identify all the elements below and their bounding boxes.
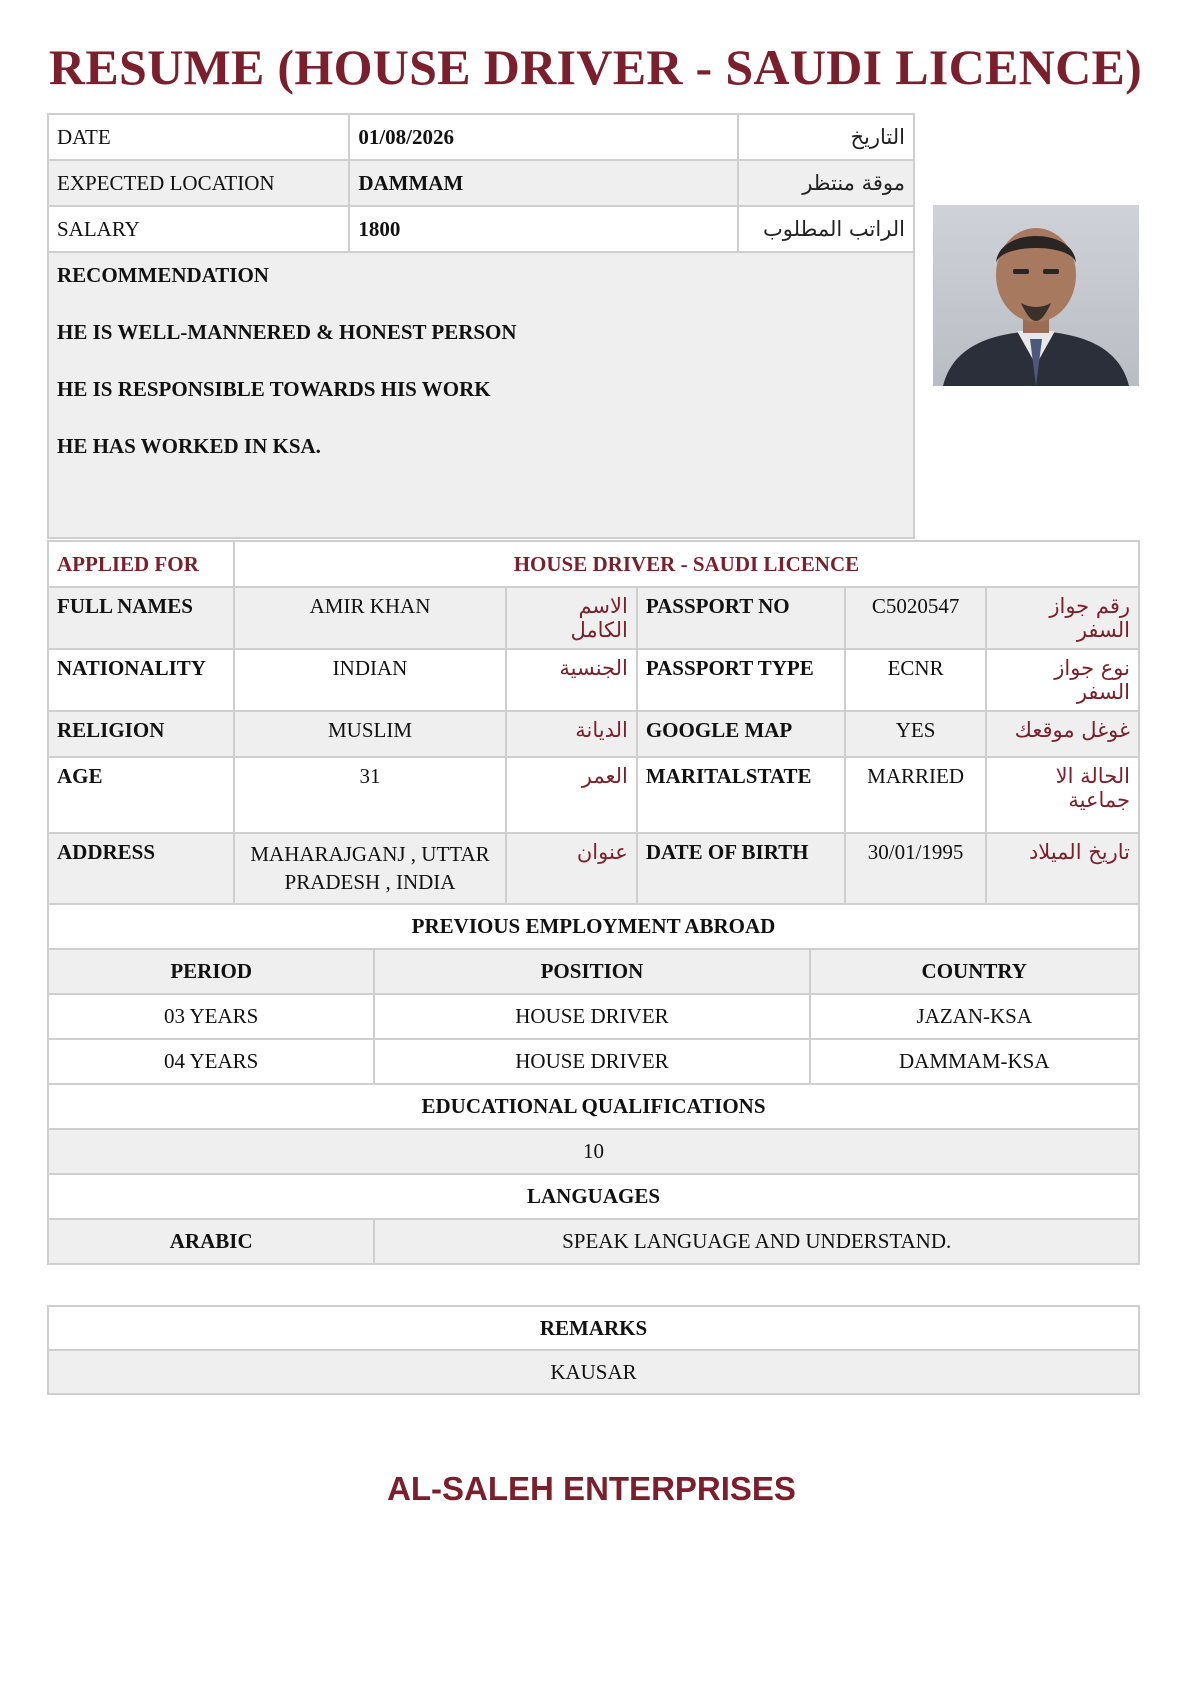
google-map-label-ar: غوغل موقعك xyxy=(986,711,1139,757)
recommendation-line: HE IS RESPONSIBLE TOWARDS HIS WORK xyxy=(57,377,491,401)
marital-state-value: MARRIED xyxy=(845,757,987,833)
languages-heading-row xyxy=(48,1174,1139,1219)
age-label: AGE xyxy=(48,757,234,833)
date-label-ar: التاريخ xyxy=(738,114,914,160)
full-names-label: FULL NAMES xyxy=(48,587,234,649)
google-map-label: GOOGLE MAP xyxy=(637,711,845,757)
nationality-label: NATIONALITY xyxy=(48,649,234,711)
period-cell: 03 YEARS xyxy=(48,994,374,1039)
top-info-table xyxy=(47,113,915,539)
table-row xyxy=(48,994,1139,1039)
religion-value: MUSLIM xyxy=(234,711,506,757)
passport-type-label: PASSPORT TYPE xyxy=(637,649,845,711)
period-column-header: PERIOD xyxy=(48,949,374,994)
applied-for-value: HOUSE DRIVER - SAUDI LICENCE xyxy=(234,541,1139,587)
applied-for-row xyxy=(48,541,1139,587)
age-label-ar: العمر xyxy=(506,757,637,833)
applied-for-label: APPLIED FOR xyxy=(48,541,234,587)
google-map-value: YES xyxy=(845,711,987,757)
passport-no-label: PASSPORT NO xyxy=(637,587,845,649)
page-title: RESUME (HOUSE DRIVER - SAUDI LICENCE) xyxy=(48,39,1143,95)
nationality-label-ar: الجنسية xyxy=(506,649,637,711)
company-name: AL-SALEH ENTERPRISES xyxy=(387,1470,796,1507)
language-name: ARABIC xyxy=(48,1219,374,1264)
marital-state-label-ar: الحالة الا جماعية xyxy=(986,757,1139,833)
recommendation-line: HE IS WELL-MANNERED & HONEST PERSON xyxy=(57,320,517,344)
date-value: 01/08/2026 xyxy=(349,114,738,160)
education-heading: EDUCATIONAL QUALIFICATIONS xyxy=(48,1084,1139,1129)
religion-label-ar: الديانة xyxy=(506,711,637,757)
passport-type-value: ECNR xyxy=(845,649,987,711)
full-names-value: AMIR KHAN xyxy=(234,587,506,649)
country-column-header: COUNTRY xyxy=(810,949,1139,994)
age-value: 31 xyxy=(234,757,506,833)
country-cell: JAZAN-KSA xyxy=(810,994,1139,1039)
country-cell: DAMMAM-KSA xyxy=(810,1039,1139,1084)
recommendation-cell xyxy=(48,252,914,538)
languages-heading: LANGUAGES xyxy=(48,1174,1139,1219)
position-cell: HOUSE DRIVER xyxy=(374,994,809,1039)
recommendation-heading: RECOMMENDATION xyxy=(57,263,269,287)
education-value-row xyxy=(48,1129,1139,1174)
marital-state-label: MARITALSTATE xyxy=(637,757,845,833)
remarks-heading: REMARKS xyxy=(48,1306,1139,1350)
period-cell: 04 YEARS xyxy=(48,1039,374,1084)
salary-value: 1800 xyxy=(349,206,738,252)
detail-row xyxy=(48,757,1139,833)
salary-row xyxy=(48,206,914,252)
employment-heading-row xyxy=(48,904,1139,949)
address-label-ar: عنوان xyxy=(506,833,637,933)
nationality-value: INDIAN xyxy=(234,649,506,711)
detail-row xyxy=(48,649,1139,711)
date-of-birth-label-ar: تاريخ الميلاد xyxy=(986,833,1139,933)
employment-columns-row xyxy=(48,949,1139,994)
recommendation-line: HE HAS WORKED IN KSA. xyxy=(57,434,321,458)
date-row xyxy=(48,114,914,160)
religion-label: RELIGION xyxy=(48,711,234,757)
passport-no-value: C5020547 xyxy=(845,587,987,649)
passport-no-label-ar: رقم جواز السفر xyxy=(986,587,1139,649)
position-cell: HOUSE DRIVER xyxy=(374,1039,809,1084)
date-of-birth-label: DATE OF BIRTH xyxy=(637,833,845,933)
expected-location-row xyxy=(48,160,914,206)
detail-row xyxy=(48,587,1139,649)
date-label: DATE xyxy=(48,114,349,160)
expected-location-value: DAMMAM xyxy=(349,160,738,206)
language-level: SPEAK LANGUAGE AND UNDERSTAND. xyxy=(374,1219,1139,1264)
full-names-label-ar: الاسم الكامل xyxy=(506,587,637,649)
salary-label: SALARY xyxy=(48,206,349,252)
remarks-table xyxy=(47,1305,1140,1395)
details-table xyxy=(47,540,1140,934)
remarks-value-row xyxy=(48,1350,1139,1394)
expected-location-label: EXPECTED LOCATION xyxy=(48,160,349,206)
table-row xyxy=(48,1039,1139,1084)
expected-location-label-ar: موقة منتظر xyxy=(738,160,914,206)
date-of-birth-value: 30/01/1995 xyxy=(845,833,987,933)
candidate-photo xyxy=(933,205,1139,386)
address-value: MAHARAJGANJ , UTTAR PRADESH , INDIA xyxy=(234,833,506,933)
remarks-heading-row xyxy=(48,1306,1139,1350)
address-label: ADDRESS xyxy=(48,833,234,933)
position-column-header: POSITION xyxy=(374,949,809,994)
remarks-value: KAUSAR xyxy=(48,1350,1139,1394)
employment-heading: PREVIOUS EMPLOYMENT ABROAD xyxy=(48,904,1139,949)
education-heading-row xyxy=(48,1084,1139,1129)
salary-label-ar: الراتب المطلوب xyxy=(738,206,914,252)
passport-type-label-ar: نوع جواز السفر xyxy=(986,649,1139,711)
education-value: 10 xyxy=(48,1129,1139,1174)
language-row xyxy=(48,1219,1139,1264)
detail-row xyxy=(48,711,1139,757)
employment-table xyxy=(47,903,1140,1265)
recommendation-row xyxy=(48,252,914,538)
